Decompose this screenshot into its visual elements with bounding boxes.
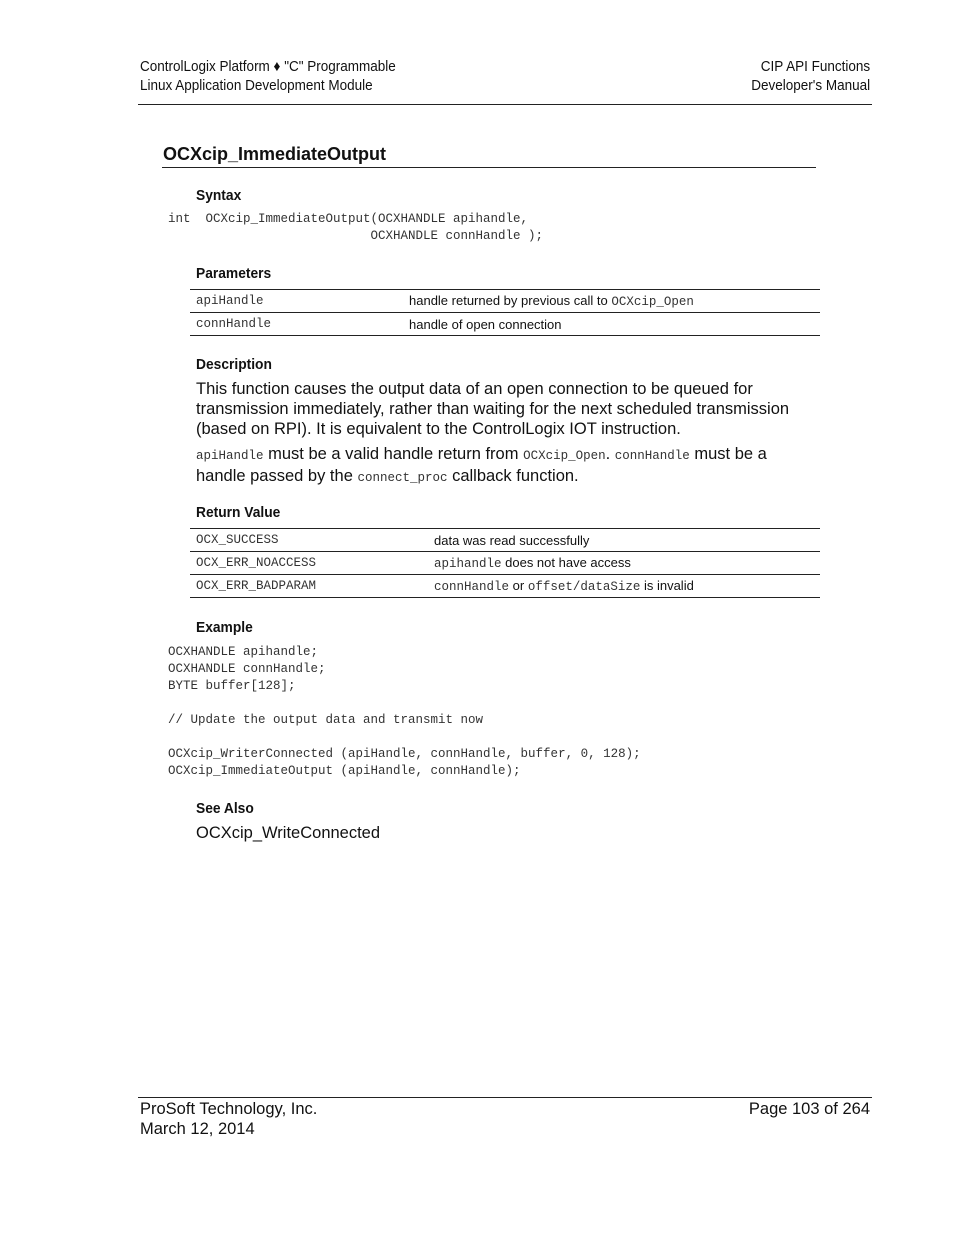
return-desc-text: does not have access — [501, 555, 631, 570]
code-ref: apiHandle — [196, 449, 264, 463]
return-desc-text: or — [509, 578, 528, 593]
header-section-line: CIP API Functions — [760, 58, 870, 75]
return-code: OCX_ERR_NOACCESS — [190, 552, 428, 575]
return-desc-text: is invalid — [640, 578, 694, 593]
code-line — [168, 729, 641, 746]
text-run: callback function. — [447, 467, 579, 485]
return-value-heading: Return Value — [196, 504, 281, 521]
code-line: OCXHANDLE connHandle; — [168, 662, 326, 676]
text-run: must be a handle passed by the — [196, 445, 767, 485]
parameters-heading: Parameters — [196, 265, 272, 282]
footer-divider — [138, 1097, 872, 1098]
code-line: OCXcip_WriterConnected (apiHandle, connHandle, buffer, 0, 128); — [168, 747, 641, 761]
param-desc-text: handle of open connection — [409, 316, 562, 332]
return-desc — [428, 552, 820, 575]
footer-page-number: Page 103 of 264 — [748, 1100, 870, 1118]
param-desc-code: OCXcip_Open — [611, 295, 694, 309]
description-heading: Description — [196, 356, 272, 373]
header-product-line: ControlLogix Platform ♦ "C" Programmable — [140, 58, 396, 75]
return-desc — [428, 529, 820, 552]
footer-date: March 12, 2014 — [140, 1120, 255, 1138]
code-ref: connHandle — [434, 580, 510, 594]
header-module-line: Linux Application Development Module — [140, 77, 373, 94]
return-code: OCX_ERR_BADPARAM — [190, 575, 428, 598]
param-name: connHandle — [190, 313, 403, 336]
return-desc-text: data was read successfully — [434, 532, 590, 548]
title-divider — [162, 167, 816, 168]
param-desc-text: handle returned by previous call to — [409, 293, 612, 308]
code-ref: apihandle — [434, 557, 502, 571]
code-ref: offset/dataSize — [527, 580, 641, 594]
syntax-code — [168, 211, 543, 245]
syntax-heading: Syntax — [196, 187, 242, 204]
see-also-item: OCXcip_WriteConnected — [196, 824, 381, 842]
param-desc — [403, 290, 820, 313]
example-heading: Example — [196, 619, 253, 636]
text-run: must be a valid handle return from — [263, 445, 524, 463]
return-value-table — [190, 528, 820, 598]
description-paragraph-2 — [196, 444, 816, 488]
param-desc — [403, 313, 820, 336]
code-ref: connHandle — [614, 449, 690, 463]
header-manual-line: Developer's Manual — [751, 77, 870, 94]
code-line — [168, 695, 641, 712]
syntax-line-1: int OCXcip_ImmediateOutput(OCXHANDLE apihandle, — [168, 212, 529, 226]
see-also-heading: See Also — [196, 800, 254, 817]
return-code: OCX_SUCCESS — [190, 529, 428, 552]
code-ref: connect_proc — [357, 471, 448, 485]
footer-left — [140, 1099, 317, 1139]
syntax-line-2: OCXHANDLE connHandle ); — [168, 229, 544, 243]
example-code — [168, 644, 641, 780]
table-row — [190, 290, 820, 313]
param-name: apiHandle — [190, 290, 403, 313]
table-row — [190, 575, 820, 598]
header-right — [751, 57, 870, 95]
code-line: OCXHANDLE apihandle; — [168, 645, 319, 659]
parameters-table — [190, 289, 820, 336]
page-title: OCXcip_ImmediateOutput — [163, 144, 387, 164]
description-paragraph: This function causes the output data of an open connection to be queued for transmission immediately, rather than waiting for the next scheduled transmission (based on RPI). It is equivalent to the ControlLogix IOT instruction. — [196, 380, 790, 438]
header-divider — [138, 104, 872, 105]
table-row — [190, 313, 820, 336]
footer-company: ProSoft Technology, Inc. — [140, 1100, 318, 1118]
code-line: OCXcip_ImmediateOutput (apiHandle, connHandle); — [168, 764, 521, 778]
code-line: // Update the output data and transmit now — [168, 713, 484, 727]
header-left — [140, 57, 396, 95]
code-line: BYTE buffer[128]; — [168, 679, 296, 693]
return-desc — [428, 575, 820, 598]
text-run: . — [605, 445, 615, 463]
table-row — [190, 552, 820, 575]
code-ref: OCXcip_Open — [523, 449, 606, 463]
table-row — [190, 529, 820, 552]
